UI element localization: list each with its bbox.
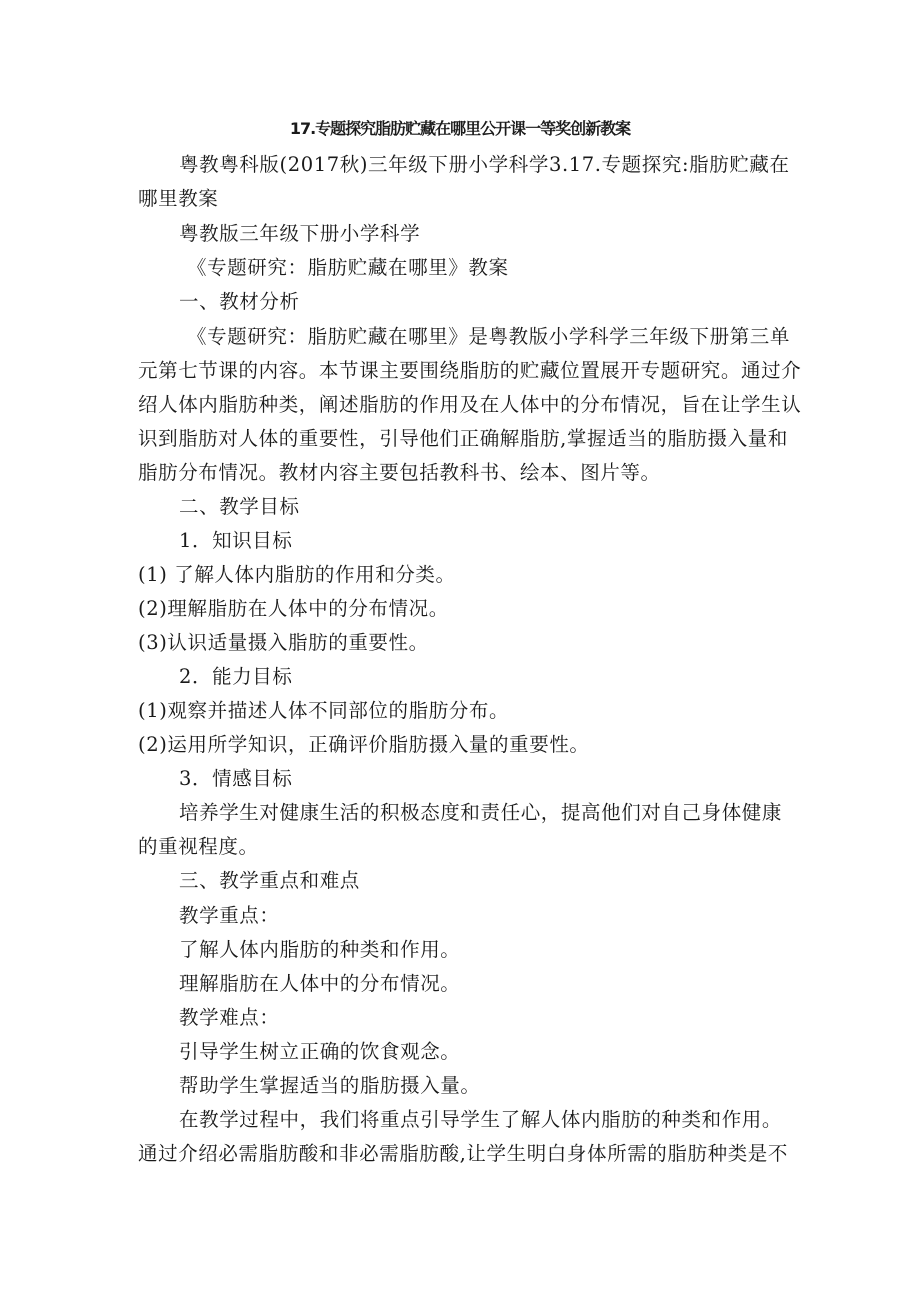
document-title: 17.专题探究脂肪贮藏在哪里公开课一等奖创新教案 (289, 119, 631, 138)
key-points-heading: 教学重点： (179, 904, 280, 927)
difficulty-heading: 教学难点： (179, 1006, 280, 1029)
goal1-item-3: (3)认识适量摄入脂肪的重要性。 (138, 631, 429, 654)
section1-paragraph-line-3: 绍人体内脂肪种类，阐述脂肪的作用及在人体中的分布情况，旨在让学生认 (138, 393, 802, 416)
section1-paragraph-line-2: 元第七节课的内容。本节课主要围绕脂肪的贮藏位置展开专题研究。通过介 (138, 359, 802, 382)
difficulty-point-1: 引导学生树立正确的饮食观念。 (179, 1040, 461, 1063)
difficulty-point-2: 帮助学生掌握适当的脂肪摄入量。 (179, 1074, 481, 1097)
section1-paragraph-line-5: 脂肪分布情况。教材内容主要包括教科书、绘本、图片等。 (138, 461, 661, 484)
closing-paragraph-line-2: 通过介绍必需脂肪酸和非必需脂肪酸,让学生明白身体所需的脂肪种类是不 (138, 1142, 788, 1165)
key-point-2: 理解脂肪在人体中的分布情况。 (179, 972, 461, 995)
goal3-heading: 3．情感目标 (179, 767, 293, 790)
goal2-item-1: (1)观察并描述人体不同部位的脂肪分布。 (138, 699, 510, 722)
meta-grade: 粤教版三年级下册小学科学 (179, 222, 421, 245)
goal1-heading: 1．知识目标 (179, 529, 293, 552)
goal1-item-2: (2)理解脂肪在人体中的分布情况。 (138, 597, 449, 620)
subtitle-line-2: 哪里教案 (138, 187, 219, 210)
subtitle-line-1: 粤教粤科版(2017秋)三年级下册小学科学3.17.专题探究:脂肪贮藏在 (179, 153, 790, 176)
goal3-paragraph-line-2: 的重视程度。 (138, 835, 259, 858)
section1-paragraph-line-1: 《专题研究：脂肪贮藏在哪里》是粤教版小学科学三年级下册第三单 (187, 325, 791, 348)
goal1-item-1: (1) 了解人体内脂肪的作用和分类。 (138, 563, 456, 586)
section2-heading: 二、教学目标 (179, 495, 300, 518)
goal2-heading: 2．能力目标 (179, 665, 293, 688)
section3-heading: 三、教学重点和难点 (179, 869, 360, 892)
section1-paragraph-line-4: 识到脂肪对人体的重要性，引导他们正确解脂肪,掌握适当的脂肪摄入量和 (138, 427, 788, 450)
closing-paragraph-line-1: 在教学过程中，我们将重点引导学生了解人体内脂肪的种类和作用。 (179, 1108, 783, 1131)
section1-heading: 一、教材分析 (179, 290, 300, 313)
goal2-item-2: (2)运用所学知识，正确评价脂肪摄入量的重要性。 (138, 733, 590, 756)
goal3-paragraph-line-1: 培养学生对健康生活的积极态度和责任心，提高他们对自己身体健康 (179, 801, 783, 824)
key-point-1: 了解人体内脂肪的种类和作用。 (179, 938, 461, 961)
meta-lesson: 《专题研究：脂肪贮藏在哪里》教案 (187, 256, 509, 279)
